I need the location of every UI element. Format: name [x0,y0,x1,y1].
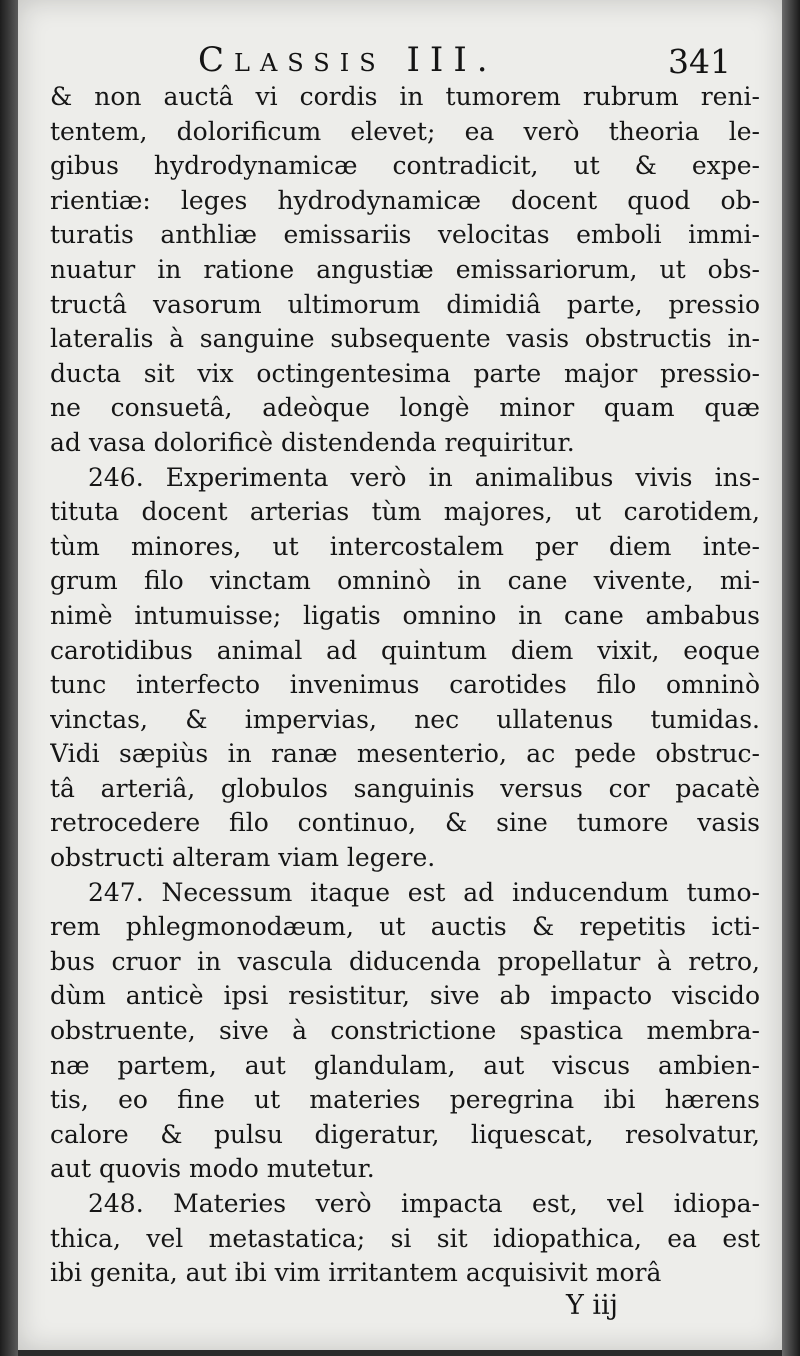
text-line: grum filo vinctam omninò in cane vivente, mi- [50,566,760,596]
text-line: gibus hydrodynamicæ contradicit, ut & expe- [50,151,760,181]
text-line: tis, eo fine ut materies peregrina ibi hærens [50,1085,760,1115]
text-line: nuatur in ratione angustiæ emissariorum, ut obs- [50,254,760,284]
text-line: 246. Experimenta verò in animalibus vivis ins- [88,462,760,492]
text-line: ad vasa dolorificè distendenda requiritur. [50,427,575,457]
text-line: carotidibus animal ad quintum diem vixit, eoque [50,635,760,665]
text-line: rientiæ: leges hydrodynamicæ docent quod ob- [50,185,760,215]
text-line: tentem, dolorificum elevet; ea verò theoria le- [50,116,760,146]
text-line: thica, vel metastatica; si sit idiopathica, ea est [50,1223,760,1253]
running-head: Classis III. [198,40,498,80]
text-line: vinctas, & impervias, nec ullatenus tumidas. [50,704,760,734]
signature-mark: Y iij [566,1290,619,1321]
text-line: bus cruor in vascula diducenda propellatur à retro, [50,946,760,976]
text-line: nimè intumuisse; ligatis omnino in cane ambabus [50,600,760,630]
page-number: 341 [668,42,731,81]
text-line: & non auctâ vi cordis in tumorem rubrum reni- [50,82,760,111]
text-line: retrocedere filo continuo, & sine tumore vasis [50,808,760,838]
text-line: obstructi alteram viam legere. [50,843,436,873]
text-line: calore & pulsu digeratur, liquescat, resolvatur, [50,1119,760,1149]
text-line: rem phlegmonodæum, ut auctis & repetitis icti- [50,912,760,942]
text-line: aut quovis modo mutetur. [50,1154,375,1184]
text-line: ducta sit vix octingentesima parte major pressio- [50,358,760,388]
text-line: 248. Materies verò impacta est, vel idiopa- [88,1189,760,1218]
book-page [18,0,782,1350]
text-line: lateralis à sanguine subsequente vasis obstructis in- [50,324,760,354]
text-line: ne consuetâ, adeòque longè minor quam quæ [50,393,760,423]
book-gutter-shadow [0,0,18,1356]
text-line: tâ arteriâ, globulos sanguinis versus cor pacatè [50,773,760,803]
text-line: dùm anticè ipsi resistitur, sive ab impacto viscido [50,981,760,1011]
text-line: turatis anthliæ emissariis velocitas emboli immi- [50,220,760,250]
page-edge-shadow [782,0,800,1356]
text-line: obstruente, sive à constrictione spastica membra- [50,1016,760,1046]
text-line: tùm minores, ut intercostalem per diem inte- [50,531,760,561]
text-line: Vidi sæpiùs in ranæ mesenterio, ac pede obstruc- [50,739,760,769]
text-line: næ partem, aut glandulam, aut viscus ambien- [50,1050,760,1080]
text-line: ibi genita, aut ibi vim irritantem acquisivit morâ [50,1258,662,1288]
body-text [50,80,760,1291]
text-line: tructâ vasorum ultimorum dimidiâ parte, pressio [50,289,760,319]
text-line: tunc interfecto invenimus carotides filo omninò [50,670,760,700]
text-line: 247. Necessum itaque est ad inducendum tumo- [88,877,760,907]
text-line: tituta docent arterias tùm majores, ut carotidem, [50,497,760,527]
